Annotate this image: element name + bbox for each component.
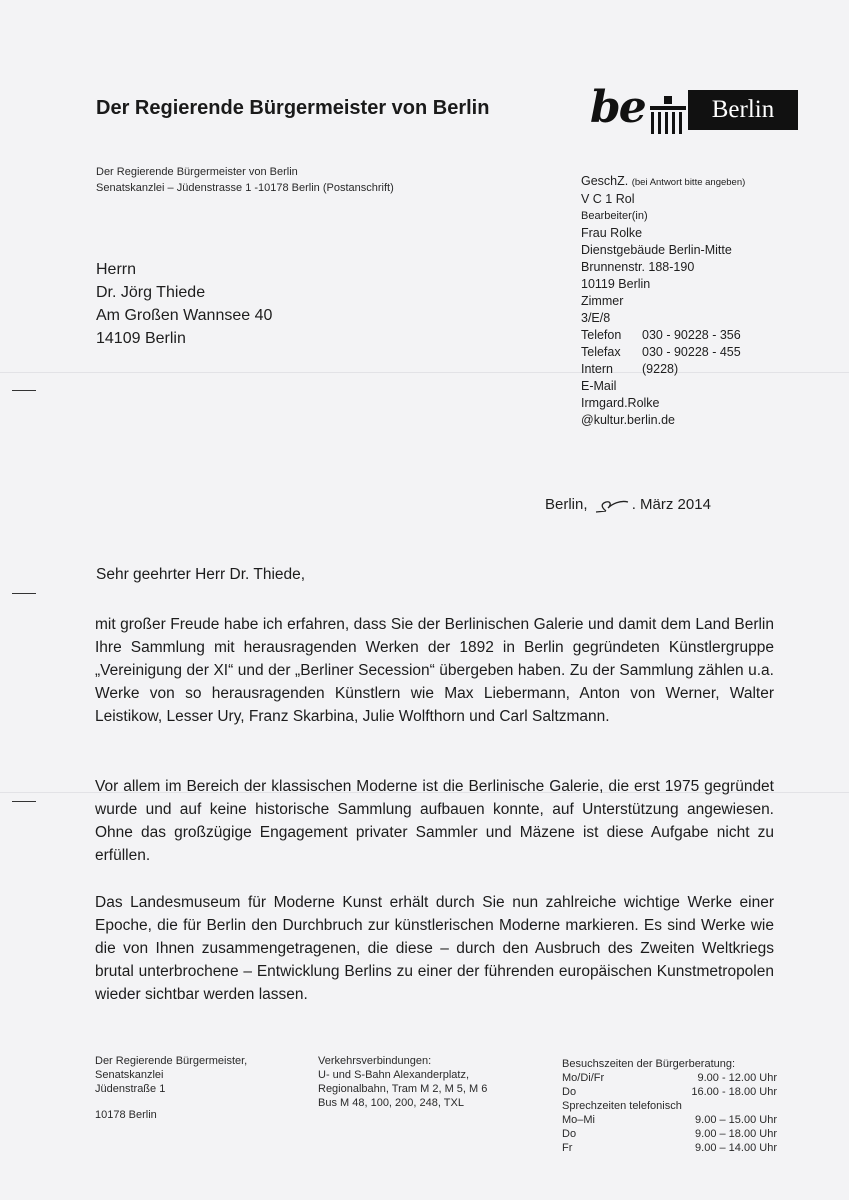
office-city: 10119 Berlin	[581, 277, 651, 291]
phone-hours-heading: Sprechzeiten telefonisch	[562, 1100, 682, 1112]
logo-be-text: be	[590, 82, 645, 133]
hours-time: 9.00 – 15.00 Uhr	[695, 1114, 777, 1126]
hours-day: Do	[562, 1128, 577, 1140]
bearbeiter-label: Bearbeiter(in)	[581, 210, 648, 222]
footer-address	[95, 1054, 247, 1122]
transport-line: Regionalbahn, Tram M 2, M 5, M 6	[318, 1083, 488, 1095]
letter-salutation: Sehr geehrter Herr Dr. Thiede,	[96, 566, 306, 583]
fold-mark	[12, 593, 36, 594]
letterhead-title: Der Regierende Bürgermeister von Berlin	[96, 97, 490, 119]
handwritten-day-mark	[592, 496, 632, 514]
hours-time: 9.00 – 14.00 Uhr	[695, 1142, 777, 1154]
recipient-street: Am Großen Wannsee 40	[96, 307, 273, 324]
footer-address-line: Senatskanzlei	[95, 1069, 164, 1081]
telefax-label: Telefax	[581, 345, 621, 359]
office-street: Brunnenstr. 188-190	[581, 260, 695, 274]
footer-transport	[318, 1054, 487, 1110]
body-paragraph: Vor allem im Bereich der klassischen Moderne ist die Berlinische Galerie, die erst 1975 gegründet wurde und auf keine historische Sammlung aufbauen konnte, auf Unterstützung angewiesen. Ohne das großzügige Engagement privater Sammler und Mäzene ist diese Aufgabe nicht zu erfüllen.	[95, 778, 774, 864]
telefon-value: 030 - 90228 - 356	[642, 328, 741, 342]
hours-day: Fr	[562, 1142, 573, 1154]
intern-label: Intern	[581, 362, 613, 376]
intern-value: (9228)	[642, 362, 679, 376]
zimmer-value: 3/E/8	[581, 311, 611, 325]
sender-line: Senatskanzlei – Jüdenstrasse 1 -10178 Berlin (Postanschrift)	[96, 182, 394, 194]
sender-line: Der Regierende Bürgermeister von Berlin	[96, 166, 298, 178]
hours-day: Mo–Mi	[562, 1114, 596, 1126]
logo-berlin-box: Berlin	[688, 90, 798, 130]
geschz-value: V C 1 Rol	[581, 192, 635, 206]
date-city: Berlin,	[545, 496, 588, 513]
letter-date	[545, 496, 711, 514]
zimmer-label: Zimmer	[581, 294, 624, 308]
transport-line: Bus M 48, 100, 200, 248, TXL	[318, 1097, 464, 1109]
reference-info-block	[581, 173, 745, 429]
footer-office-hours	[562, 1057, 777, 1155]
hours-time: 9.00 – 18.00 Uhr	[695, 1128, 777, 1140]
dienstgebaeude: Dienstgebäude Berlin-Mitte	[581, 243, 732, 257]
hours-day: Do	[562, 1086, 577, 1098]
berlin-logo	[590, 82, 800, 134]
footer-address-line: Der Regierende Bürgermeister,	[95, 1055, 248, 1067]
bearbeiter-value: Frau Rolke	[581, 226, 643, 240]
transport-heading: Verkehrsverbindungen:	[318, 1055, 432, 1067]
geschz-note: (bei Antwort bitte angeben)	[631, 177, 746, 188]
body-paragraph: mit großer Freude habe ich erfahren, dass Sie der Berlinischen Galerie und damit dem Land Berlin Ihre Sammlung mit herausragenden Werken der 1892 in Berlin gegründeten Künstlergruppe „Vereinigung der XI“ und der „Berliner Secession“ übergeben haben. Zu der Sammlung zählen u.a. Werke von so herausragenden Künstlern wie Max Liebermann, Anton von Werner, Walter Leistikow, Lesser Ury, Franz Skarbina, Julie Wolfthorn und Carl Saltzmann.	[95, 616, 774, 725]
email-label: E-Mail	[581, 379, 617, 393]
sender-return-address	[96, 164, 394, 196]
telefax-value: 030 - 90228 - 455	[642, 345, 741, 359]
email-line: Irmgard.Rolke	[581, 396, 660, 410]
telefon-label: Telefon	[581, 328, 622, 342]
recipient-address	[96, 258, 272, 350]
recipient-city: 14109 Berlin	[96, 330, 186, 347]
fold-mark	[12, 390, 36, 391]
hours-time: 16.00 - 18.00 Uhr	[691, 1086, 777, 1098]
hours-time: 9.00 - 12.00 Uhr	[697, 1072, 777, 1084]
body-paragraph: Das Landesmuseum für Moderne Kunst erhält durch Sie nun zahlreiche wichtige Werke einer Epoche, die für Berlin den Durchbruch zur künstlerischen Moderne markieren. Es sind Werke wie die von Ihnen zusammengetragenen, die diese – durch den Ausbruch des Zweiten Weltkriegs brutal unterbrochene – Entwicklung Berlins zu einer der führenden europäischen Kunstmetropolen wieder sichtbar werden lassen.	[95, 894, 774, 1003]
recipient-salutation: Herrn	[96, 261, 137, 278]
transport-line: U- und S-Bahn Alexanderplatz,	[318, 1069, 470, 1081]
brandenburg-gate-icon	[648, 96, 688, 134]
fold-mark	[12, 801, 36, 802]
email-line: @kultur.berlin.de	[581, 413, 675, 427]
footer-address-line: 10178 Berlin	[95, 1109, 157, 1121]
footer-address-line: Jüdenstraße 1	[95, 1083, 166, 1095]
hours-day: Mo/Di/Fr	[562, 1072, 605, 1084]
hours-heading: Besuchszeiten der Bürgerberatung:	[562, 1058, 736, 1070]
recipient-name: Dr. Jörg Thiede	[96, 284, 206, 301]
geschz-label: GeschZ.	[581, 174, 629, 188]
date-rest: . März 2014	[631, 496, 711, 513]
